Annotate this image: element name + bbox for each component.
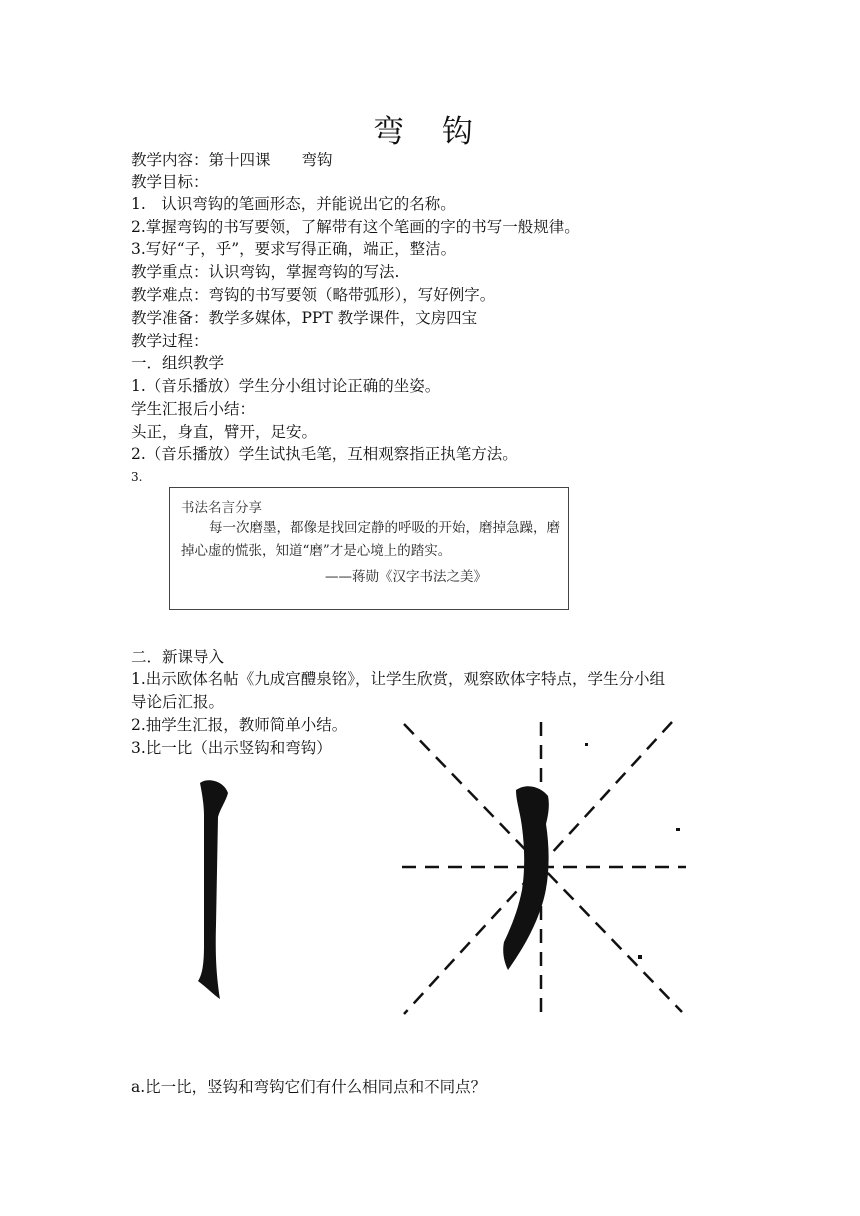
quote-box: [169, 487, 569, 610]
quote-title: 书法名言分享: [181, 500, 262, 516]
step-2-3: 3.比一比（出示竖钩和弯钩）: [131, 739, 332, 757]
step-2-1: 1.出示欧体名帖《九成宫醴泉铭》，让学生欣赏，观察欧体字特点，学生分小组: [131, 670, 666, 688]
step-1-1: 1.（音乐播放）学生分小组讨论正确的坐姿。: [131, 377, 441, 395]
step-1-2: 2.（音乐播放）学生试执毛笔，互相观察指正执笔方法。: [131, 445, 518, 463]
section-1-heading: 一．组织教学: [131, 354, 225, 372]
section-2-heading: 二．新课导入: [131, 648, 225, 666]
lesson-content: 教学内容：第十四课 弯钩: [131, 151, 333, 169]
key-point: 教学重点：认识弯钩，掌握弯钩的写法.: [131, 263, 400, 281]
step-2-1-cont: 导论后汇报。: [131, 693, 225, 711]
objective-2: 2.掌握弯钩的书写要领，了解带有这个笔画的字的书写一般规律。: [131, 218, 580, 236]
preparation: 教学准备：教学多媒体，PPT 教学课件，文房四宝: [131, 309, 478, 327]
step-2-2: 2.抽学生汇报，教师简单小结。: [131, 716, 348, 734]
student-report: 学生汇报后小结：: [131, 400, 256, 418]
objective-3: 3.写好“子，乎”，要求写得正确，端正，整洁。: [131, 240, 457, 258]
comparison-question: a.比一比，竖钩和弯钩它们有什么相同点和不同点？: [131, 1078, 487, 1096]
quote-body: 每一次磨墨，都像是找回定静的呼吸的开始，磨掉急躁，磨掉心虚的慌张，知道“磨”才是心境上的踏实。: [181, 520, 560, 559]
bent-hook-grid-image: [400, 720, 690, 1020]
vertical-hook-image: [190, 775, 235, 1005]
objective-1: 1. 认识弯钩的笔画形态，并能说出它的名称。: [131, 195, 456, 213]
difficult-point: 教学难点：弯钩的书写要领（略带弧形），写好例字。: [131, 286, 496, 304]
posture-summary: 头正，身直，臂开，足安。: [131, 423, 318, 441]
process-heading: 教学过程：: [131, 332, 209, 350]
step-1-3: 3.: [131, 470, 143, 484]
page-title: 弯 钩: [373, 114, 487, 150]
objectives-heading: 教学目标：: [131, 173, 209, 191]
quote-source: ——蒋勋《汉字书法之美》: [325, 569, 487, 585]
